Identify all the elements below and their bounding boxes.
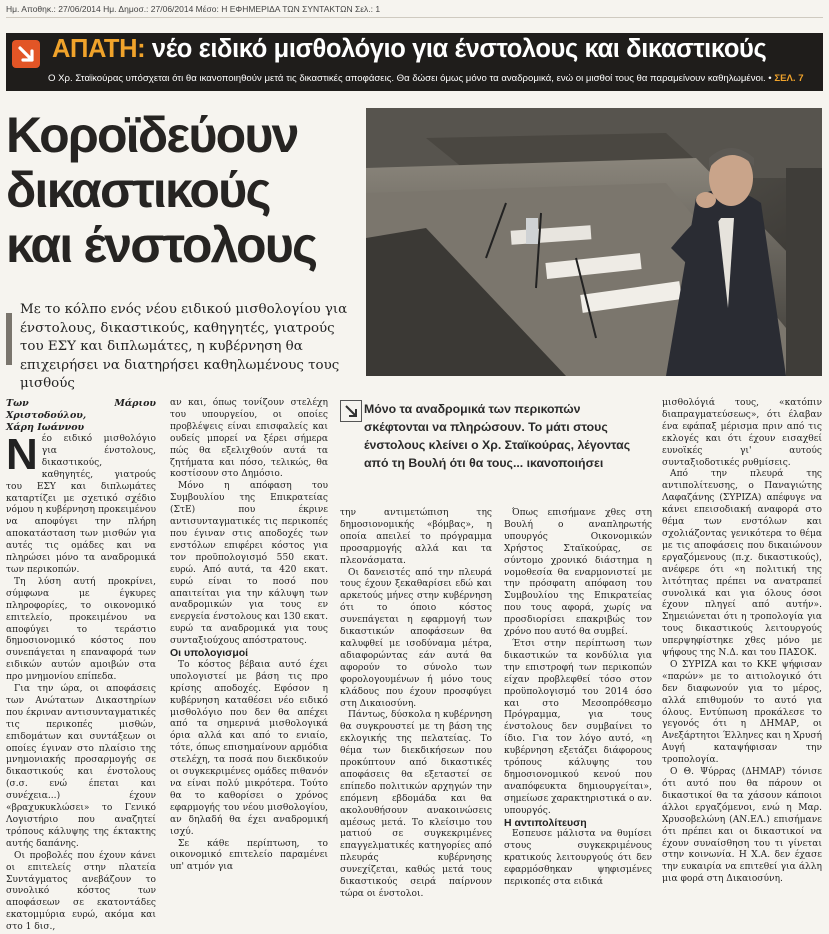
- pull-quote: [340, 398, 648, 498]
- pull-quote-text: Μόνο τα αναδρομικά των περικοπών σκέφτονται να πληρώσουν. Το μάτι στους ένστολους κλείνει ο Χρ. Σταϊκούρας, λέγοντας από τη Βουλή ότι θα τους... ικανοποιήσει: [364, 402, 631, 470]
- subhead-calculations: Οι υπολογισμοί: [170, 647, 249, 660]
- col2-p4: Σε κάθε περίπτωση, το οικονομικό επιτελείο παραμένει υπ' ατμόν για: [170, 838, 328, 873]
- banner-headline-tag: ΑΠΑΤΗ:: [52, 35, 146, 63]
- col2-p1: αν και, όπως τονίζουν στελέχη του υπουργείου, οι οποίες προβλέψεις είναι επισφαλείς και ουδείς μπορεί να ξέρει σήμερα πώς θα εξελιχθούν αυτά τα ζητήματα και πόσο, τελικώς, θα κοστίσουν στο Δημόσιο.: [170, 398, 328, 480]
- banner-headline: [52, 35, 815, 64]
- col1-p4: Οι προβολές που έχουν κάνει οι επιτελείς στην πλατεία Συντάγματος ανεβάζουν το συνολικό κόστος των αποφάσεων σε εκατοντάδες εκατομμύρια ευρώ, ακόμα και στο 1 δισ.,: [6, 850, 156, 933]
- article-column-4: [504, 508, 652, 889]
- col5-p3: Ο ΣΥΡΙΖΑ και το ΚΚΕ ψήφισαν «παρών» με το αιτιολογικό ότι δεν διαφωνούν για το μέρος, αλλά επιθυμούν το αυτό για όλους. Εντύπωση προκάλεσε το γεγονός ότι η ΔΗΜΑΡ, οι Ανεξάρτητοι Έλληνες και η Χρυσή Αυγή καταψήφισαν την τροπολογία.: [662, 659, 822, 766]
- banner-page-ref: ΣΕΛ. 7: [774, 73, 804, 84]
- article-column-2: [170, 398, 328, 874]
- col5-p2: Από την πλευρά της αντιπολίτευσης, ο Παναγιώτης Λαφαζάνης (ΣΥΡΙΖΑ) απέφυγε να κάνει επεισοδιακή αναφορά στο θέμα των ενστόλων και σχολιάζοντας γενικότερα το θέμα με τις αποφάσεις που δικαιώνουν εργαζόμενους (π.χ. δικαστικούς), ανέφερε ότι «η πολιτική της λιτότητας πρέπει να ανατραπεί συνολικά και για όλους όσοι έχουν πληγεί από αυτήν». Σημειώνεται ότι η τροπολογία για τους δικαστικούς λειτουργούς υπερψηφίστηκε χθες μόνο με ψήφους της Ν.Δ. και του ΠΑΣΟΚ.: [662, 469, 822, 659]
- col3-p1: την αντιμετώπιση της δημοσιονομικής «βόμβας», η οποία απειλεί το πρόγραμμα προσαρμογής αλλά και τα πλεονάσματα.: [340, 508, 492, 566]
- col1-p3: Για την ώρα, οι αποφάσεις των Ανώτατων Δικαστηρίων που έκριναν αντισυνταγματικές τις περικοπές μισθών, επιδομάτων και συντάξεων οι οποίες έγιναν στο πλαίσιο της μνημονιακής προσαρμογής σε δικαστικούς και ένστολους (σ.σ. ενώ έπεται και συνέχεια...) έχουν «βραχυκυκλώσει» το Γενικό Λογιστήριο που αναζητεί τρόπους κάλυψης της έκτακτης αυτής δαπάνης.: [6, 684, 156, 849]
- subhead-opposition: Η αντιπολίτευση: [504, 816, 587, 829]
- banner-subline-text: Ο Χρ. Σταϊκούρας υπόσχεται ότι θα ικανοποιηθούν μετά τις δικαστικές αποφάσεις. Θα δώσει όμως μόνο τα αναδρομικά, ενώ οι μισθοί τους θα παραμείνουν καθηλωμένοι. •: [48, 73, 772, 84]
- article-paragraph: [6, 430, 156, 577]
- headline-line-3: και ένστολους: [6, 217, 317, 273]
- banner-subline: [48, 73, 817, 84]
- col3-p2: Οι δανειστές από την πλευρά τους έχουν ξεκαθαρίσει εδώ και αρκετούς μήνες στην κυβέρνηση ότι το όποιο κόστος συνεπάγεται η εφαρμογή των δικαστικών αποφάσεων θα καλυφθεί με ισοδύναμα μέτρα, αδιαφορώντας εάν αυτά θα αφορούν το σύνολο των φορολογουμένων ή μόνο τους κλάδους που έχουν προσφύγει στη Δικαιοσύνη.: [340, 567, 492, 709]
- drop-cap: Ν: [6, 430, 38, 479]
- headline-line-1: Κοροϊδεύουν: [6, 107, 298, 163]
- col2-p2: Μόνο η απόφαση του Συμβουλίου της Επικρατείας (ΣτΕ) που έκρινε αντισυνταγματικές τις περικοπές που έγιναν στις αποδοχές των ενστόλων επιφέρει κόστος για τον προϋπολογισμό 550 εκατ. ευρώ. Από αυτά, τα 420 εκατ. ευρώ είναι το ποσό που απαιτείται για την κάλυψη των αναδρομικών για τους εν ενεργεία ένστολους και 130 εκατ. ευρώ τα αναδρομικά για τους συνταξιούχους απόστρατους.: [170, 481, 328, 647]
- clipping-meta: Ημ. Αποθηκ.: 27/06/2014 Ημ. Δημοσ.: 27/06/2014 Μέσο: Η ΕΦΗΜΕΡΙΔΑ ΤΩΝ ΣΥΝΤΑΚΤΩΝ Σελ.: 1: [6, 4, 381, 14]
- front-banner: [6, 33, 823, 91]
- article-column-3: [340, 508, 492, 901]
- col5-p1: μισθολόγιά τους, «κατόπιν διαπραγματεύσεως», ότι έλαβαν ένα εφάπαξ μέρισμα πριν από τις εκλογές και ότι έχουν εισαχθεί ευνοϊκές γι' αυτούς συνταξιοδοτικές ρυθμίσεις.: [662, 398, 822, 468]
- col3-p3: Πάντως, δύσκολα η κυβέρνηση θα συγκρουστεί με τη βάση της εκλογικής της πελατείας. Το θέμα των διεκδικήσεων που προκύπτουν από δικαστικές αποφάσεις θα εξεταστεί σε επίπεδο πολιτικών αρχηγών την επόμενη εβδομάδα και θα ακολουθήσουν ανακοινώσεις αμέσως μετά. Το κλείσιμο του ματιού σε συγκεκριμένες επαγγελματικές κατηγορίες από πλευράς κυβέρνησης συνεχίζεται, καθώς μετά τους δικαστικούς σειρά παίρνουν τώρα οι ένστολοι.: [340, 710, 492, 899]
- meta-divider: [6, 17, 823, 18]
- arrow-icon: [340, 400, 362, 422]
- col5-p4: Ο Θ. Ψύρρας (ΔΗΜΑΡ) τόνισε ότι αυτό που θα πάρουν οι δικαστικοί θα τα χάσουν κάποιοι άλλοι εργαζόμενοι, ενώ η Μαρ. Χρυσοβελώνη (ΑΝ.ΕΛ.) επισήμανε ότι πρέπει και οι δικαστικοί να έχουν συναίσθηση του τι γίνεται στην κοινωνία. Η Χ.Α. δεν έχασε την ευκαιρία να επιτεθεί για άλλη μια φορά στη Δικαιοσύνη.: [662, 767, 822, 885]
- main-headline: [6, 108, 366, 273]
- parliament-photo: [366, 108, 822, 376]
- byline: [6, 398, 156, 434]
- article-column-5: [662, 398, 822, 886]
- col4-p1: Όπως επισήμανε χθες στη Βουλή ο αναπληρωτής υπουργός Οικονομικών Χρήστος Σταϊκούρας, σε σύντομο χρονικό διάστημα η νομοθεσία θα εναρμονιστεί με την πρόσφατη απόφαση του Συμβουλίου της Επικρατείας που τους αφορά, χωρίς να προσδιορίσει επακριβώς τον χρόνο που αυτό θα συμβεί.: [504, 508, 652, 638]
- lead-marker: [6, 313, 12, 365]
- article-column-1: [6, 398, 156, 934]
- col1-p1: έο ειδικό μισθολόγιο για ένστολους, δικαστικούς, καθηγητές, γιατρούς του ΕΣΥ και διπλωμάτες καταρτίζει με σχετικό σχέδιο νόμου η κυβέρνηση προκειμένου να αποφύγει την πλήρη αποκατάσταση των μισθών για αυτές τις ομάδες και να πληρώσει μόνο τα αναδρομικά των περικοπών.: [6, 434, 156, 575]
- col4-p3: Εσπευσε μάλιστα να θυμίσει στους συγκεκριμένους κρατικούς λειτουργούς ότι δεν εφαρμόσθηκαν ψηφισμένες περικοπές στα ειδικά: [504, 829, 652, 888]
- col4-p2: Έτσι στην περίπτωση των δικαστικών τα κονδύλια για την επιστροφή των περικοπών είχαν προβλεφθεί τόσο στον προϋπολογισμό του 2014 όσο και στο Μεσοπρόθεσμο Πρόγραμμα, για τους ένστολους δεν συμβαίνει το ίδιο. Για τον λόγο αυτό, «η κυβέρνηση εξετάζει διάφορους τρόπους κάλυψης του δημοσιονομικού κενού που αναπόφευκτα δημιουργείται», σημείωσε χαρακτηριστικά ο αν. υπουργός.: [504, 638, 652, 816]
- byline-line-2: Χάρη Ιωάννου: [6, 422, 85, 433]
- arrow-icon: [12, 40, 40, 68]
- lead-paragraph: Με το κόλπο ενός νέου ειδικού μισθολογίου για ένστολους, δικαστικούς, καθηγητές, γιατρούς του ΕΣΥ και διπλωμάτες, η κυβέρνηση θα επιχειρήσει να διατηρήσει καθηλωμένους τους μισθούς: [20, 302, 348, 391]
- col2-p3: Το κόστος βέβαια αυτό έχει υπολογιστεί με βάση τις προ κρίσης αποδοχές. Εφόσον η κυβέρνηση καταθέσει νέο ειδικό μισθολόγιο που δεν θα απέχει από τα σημερινά μισθολογικά όρια αλλά και από το ενιαίο, τότε, όπως επισημαίνουν αρμόδια στελέχη, τα ποσά που διεκδικούν οι συγκεκριμένες ομάδες πιθανόν να είναι πολύ μικρότερα. Τούτο θα το καθορίσει ο χρόνος εφαρμογής του νέου μισθολογίου, αν δηλαδή θα έχει αναδρομική ισχύ.: [170, 659, 328, 837]
- banner-headline-text: νέο ειδικό μισθολόγιο για ένστολους και δικαστικούς: [151, 35, 767, 63]
- byline-line-1: Των Μάριου Χριστοδούλου,: [6, 398, 156, 421]
- headline-line-2: δικαστικούς: [6, 162, 270, 218]
- col1-p2: Τη λύση αυτή προκρίνει, σύμφωνα με έγκυρες πληροφορίες, το οικονομικό επιτελείο, προκειμένου να αποφύγει το τεράστιο δημοσιονομικό κόστος που συνεπάγεται η επαναφορά των ειδικών αυτών αμοιβών στα προ μνημονίου επίπεδα.: [6, 576, 156, 683]
